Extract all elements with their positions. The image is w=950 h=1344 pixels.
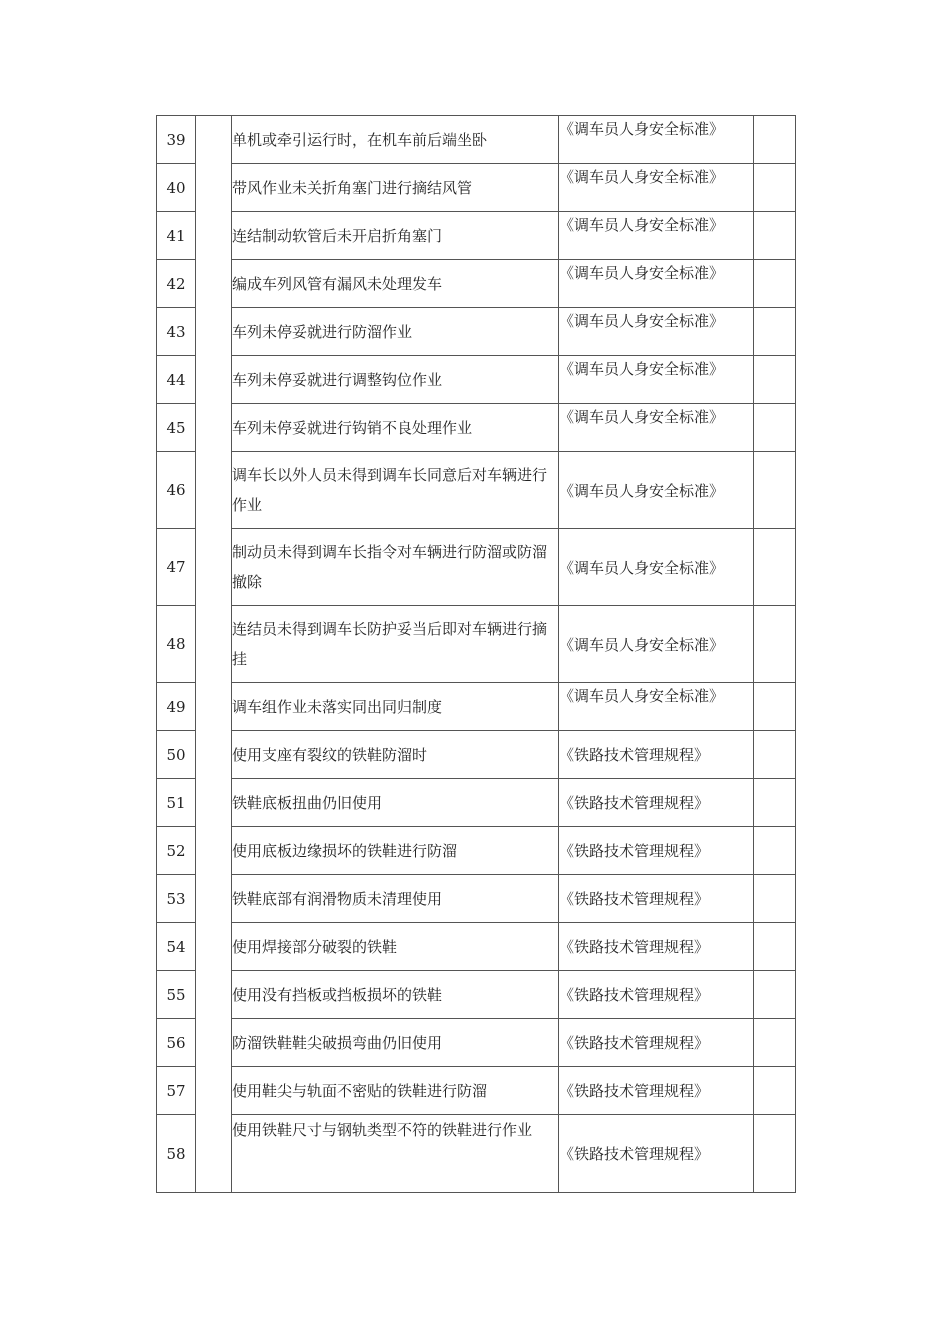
violation-item: 编成车列风管有漏风未处理发车 <box>232 260 559 308</box>
reference-standard: 《铁路技术管理规程》 <box>559 971 754 1019</box>
remark-cell <box>754 116 796 164</box>
row-number: 45 <box>157 404 196 452</box>
row-number: 44 <box>157 356 196 404</box>
remark-cell <box>754 731 796 779</box>
violation-item: 单机或牵引运行时，在机车前后端坐卧 <box>232 116 559 164</box>
category-cell <box>196 116 232 1193</box>
row-number: 58 <box>157 1115 196 1193</box>
violation-item: 使用支座有裂纹的铁鞋防溜时 <box>232 731 559 779</box>
table-row <box>157 779 796 827</box>
violation-item: 使用铁鞋尺寸与钢轨类型不符的铁鞋进行作业 <box>232 1115 559 1193</box>
table-row <box>157 308 796 356</box>
table-row <box>157 606 796 683</box>
violation-item: 使用底板边缘损坏的铁鞋进行防溜 <box>232 827 559 875</box>
violation-item: 制动员未得到调车长指令对车辆进行防溜或防溜撤除 <box>232 529 559 606</box>
remark-cell <box>754 308 796 356</box>
violation-item: 车列未停妥就进行调整钩位作业 <box>232 356 559 404</box>
violation-item: 使用没有挡板或挡板损坏的铁鞋 <box>232 971 559 1019</box>
reference-standard: 《铁路技术管理规程》 <box>559 1067 754 1115</box>
table-row <box>157 683 796 731</box>
row-number: 49 <box>157 683 196 731</box>
reference-standard: 《调车员人身安全标准》 <box>559 356 754 404</box>
remark-cell <box>754 923 796 971</box>
reference-standard: 《铁路技术管理规程》 <box>559 827 754 875</box>
reference-standard: 《调车员人身安全标准》 <box>559 260 754 308</box>
row-number: 56 <box>157 1019 196 1067</box>
remark-cell <box>754 683 796 731</box>
table-row <box>157 116 796 164</box>
table-row <box>157 1067 796 1115</box>
table-row <box>157 529 796 606</box>
table-row <box>157 971 796 1019</box>
reference-standard: 《铁路技术管理规程》 <box>559 1115 754 1193</box>
row-number: 52 <box>157 827 196 875</box>
violation-item: 铁鞋底板扭曲仍旧使用 <box>232 779 559 827</box>
remark-cell <box>754 827 796 875</box>
violation-item: 连结员未得到调车长防护妥当后即对车辆进行摘挂 <box>232 606 559 683</box>
reference-standard: 《调车员人身安全标准》 <box>559 683 754 731</box>
table-row <box>157 731 796 779</box>
table-row <box>157 452 796 529</box>
remark-cell <box>754 452 796 529</box>
reference-standard: 《调车员人身安全标准》 <box>559 164 754 212</box>
table-row <box>157 1019 796 1067</box>
violation-item: 防溜铁鞋鞋尖破损弯曲仍旧使用 <box>232 1019 559 1067</box>
reference-standard: 《调车员人身安全标准》 <box>559 116 754 164</box>
violation-item: 车列未停妥就进行防溜作业 <box>232 308 559 356</box>
row-number: 41 <box>157 212 196 260</box>
violation-item: 调车长以外人员未得到调车长同意后对车辆进行作业 <box>232 452 559 529</box>
remark-cell <box>754 875 796 923</box>
table-row <box>157 260 796 308</box>
row-number: 57 <box>157 1067 196 1115</box>
reference-standard: 《调车员人身安全标准》 <box>559 404 754 452</box>
reference-standard: 《铁路技术管理规程》 <box>559 1019 754 1067</box>
reference-standard: 《调车员人身安全标准》 <box>559 452 754 529</box>
remark-cell <box>754 529 796 606</box>
table-row <box>157 875 796 923</box>
reference-standard: 《调车员人身安全标准》 <box>559 529 754 606</box>
remark-cell <box>754 779 796 827</box>
remark-cell <box>754 971 796 1019</box>
violation-item: 车列未停妥就进行钩销不良处理作业 <box>232 404 559 452</box>
reference-standard: 《调车员人身安全标准》 <box>559 308 754 356</box>
row-number: 43 <box>157 308 196 356</box>
remark-cell <box>754 606 796 683</box>
row-number: 53 <box>157 875 196 923</box>
reference-standard: 《铁路技术管理规程》 <box>559 875 754 923</box>
table-row <box>157 827 796 875</box>
standards-table <box>156 115 796 1193</box>
violation-item: 使用鞋尖与轨面不密贴的铁鞋进行防溜 <box>232 1067 559 1115</box>
row-number: 50 <box>157 731 196 779</box>
remark-cell <box>754 1019 796 1067</box>
violation-item: 带风作业未关折角塞门进行摘结风管 <box>232 164 559 212</box>
table-row <box>157 1115 796 1193</box>
table-row <box>157 164 796 212</box>
remark-cell <box>754 1115 796 1193</box>
remark-cell <box>754 164 796 212</box>
row-number: 51 <box>157 779 196 827</box>
violation-item: 连结制动软管后未开启折角塞门 <box>232 212 559 260</box>
row-number: 42 <box>157 260 196 308</box>
remark-cell <box>754 212 796 260</box>
remark-cell <box>754 404 796 452</box>
table-row <box>157 404 796 452</box>
reference-standard: 《铁路技术管理规程》 <box>559 779 754 827</box>
row-number: 46 <box>157 452 196 529</box>
reference-standard: 《调车员人身安全标准》 <box>559 606 754 683</box>
reference-standard: 《铁路技术管理规程》 <box>559 923 754 971</box>
table-row <box>157 923 796 971</box>
row-number: 40 <box>157 164 196 212</box>
row-number: 47 <box>157 529 196 606</box>
table-row <box>157 212 796 260</box>
reference-standard: 《铁路技术管理规程》 <box>559 731 754 779</box>
row-number: 48 <box>157 606 196 683</box>
remark-cell <box>754 1067 796 1115</box>
row-number: 39 <box>157 116 196 164</box>
violation-item: 使用焊接部分破裂的铁鞋 <box>232 923 559 971</box>
violation-item: 铁鞋底部有润滑物质未清理使用 <box>232 875 559 923</box>
row-number: 54 <box>157 923 196 971</box>
violation-item: 调车组作业未落实同出同归制度 <box>232 683 559 731</box>
reference-standard: 《调车员人身安全标准》 <box>559 212 754 260</box>
remark-cell <box>754 356 796 404</box>
remark-cell <box>754 260 796 308</box>
row-number: 55 <box>157 971 196 1019</box>
table-row <box>157 356 796 404</box>
